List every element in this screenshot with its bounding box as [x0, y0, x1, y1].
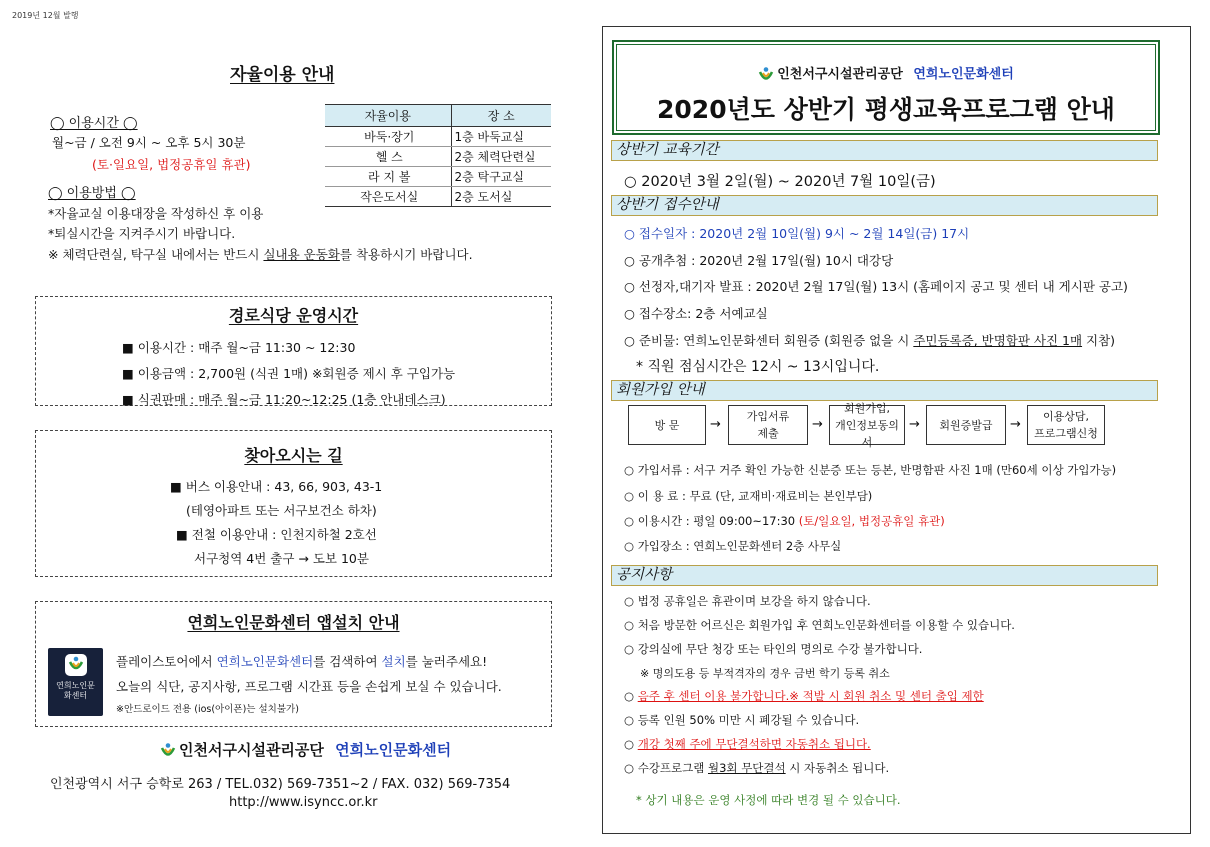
- section-period-heading: 상반기 교육기간: [611, 140, 1158, 161]
- footer-org: 인천서구시설관리공단: [179, 741, 324, 759]
- app-line-1-mid: 를 검색하여: [313, 654, 382, 669]
- header-org-line: [617, 63, 1155, 84]
- cafeteria-title: 경로식당 운영시간: [228, 306, 359, 325]
- self-use-table: [325, 104, 551, 207]
- table-cell: 2층 도서실: [451, 187, 551, 207]
- footer-address: 인천광역시 서구 승학로 263 / TEL.032) 569-7351~2 / FAX. 032) 569-7354: [50, 777, 511, 792]
- registration-announcement: ○ 선정자,대기자 발표 : 2020년 2월 17일(월) 13시 (홈페이지 공고 및 센터 내 게시판 공고): [624, 279, 1128, 294]
- app-line-1-pre: 플레이스토어에서: [116, 654, 217, 669]
- flow-arrow: →: [909, 417, 920, 432]
- header-center: 연희노인문화센터: [913, 67, 1014, 82]
- app-line-1-post: 를 눌러주세요!: [405, 654, 488, 669]
- flow-step-visit: [628, 405, 706, 445]
- app-icon-label-1: 연희노인문: [56, 681, 95, 690]
- table-row: [325, 167, 551, 187]
- membership-hours-closed: (토/일요일, 법정공휴일 휴관): [798, 514, 945, 528]
- method-heading: ◯ 이용방법 ◯: [48, 186, 136, 201]
- notice-3: ○ 강의실에 무단 청강 또는 타인의 명의로 수강 불가합니다.: [624, 642, 923, 656]
- flow-step-documents: [728, 405, 808, 445]
- cafeteria-box: [35, 296, 552, 406]
- cafeteria-line-3: ■ 식권판매 : 매주 월~금 11:20~12:25 (1층 안내데스크): [122, 392, 446, 407]
- cafeteria-line-2: ■ 이용금액 : 2,700원 (식권 1매) ※회원증 제시 후 구입가능: [122, 366, 456, 381]
- directions-line-1: ■ 버스 이용안내 : 43, 66, 903, 43-1: [170, 479, 383, 494]
- notice-8-underlined: 월3회 무단결석: [708, 761, 786, 775]
- method-line-1: *자율교실 이용대장을 작성하신 후 이용: [48, 206, 264, 221]
- membership-place: ○ 가입장소 : 연희노인문화센터 2층 사무실: [624, 539, 842, 553]
- app-line-1: [116, 652, 487, 670]
- flow-step-label: 가입서류: [746, 410, 790, 423]
- registration-lottery: ○ 공개추첨 : 2020년 2월 17일(월) 10시 대강당: [624, 253, 894, 268]
- notice-8-pre: ○ 수강프로그램: [624, 761, 708, 775]
- shoe-notice-underlined: 실내용 운동화: [263, 247, 340, 262]
- notice-2: ○ 처음 방문한 어르신은 회원가입 후 연희노인문화센터를 이용할 수 있습니다.: [624, 618, 1015, 632]
- app-icon: [48, 648, 103, 716]
- notice-footnote: * 상기 내용은 운영 사정에 따라 변경 될 수 있습니다.: [636, 793, 901, 807]
- flow-step-consult: [1027, 405, 1105, 445]
- flow-step-label: 제출: [757, 427, 779, 440]
- notice-5-warning: 음주 후 센터 이용 불가합니다.※ 적발 시 회원 취소 및 센터 출입 제한: [637, 689, 984, 703]
- table-cell: 바둑·장기: [325, 127, 451, 147]
- table-cell: 2층 탁구교실: [451, 167, 551, 187]
- notice-4: ※ 명의도용 등 부적격자의 경우 금번 학기 등록 취소: [640, 667, 890, 680]
- cafeteria-line-1: ■ 이용시간 : 매주 월~금 11:30 ~ 12:30: [122, 340, 356, 355]
- app-install-title: 연희노인문화센터 앱설치 안내: [187, 613, 400, 632]
- notice-8: [624, 760, 889, 776]
- directions-line-2: (테영아파트 또는 서구보건소 하차): [186, 503, 377, 518]
- table-header: 자율이용: [325, 105, 451, 127]
- table-cell: 2층 체력단련실: [451, 147, 551, 167]
- hours-heading: ◯ 이용시간 ◯: [50, 116, 138, 131]
- table-row: [325, 127, 551, 147]
- registration-items-pre: ○ 준비물: 연희노인문화센터 회원증 (회원증 없을 시: [624, 333, 914, 348]
- registration-place: ○ 접수장소: 2층 서예교실: [624, 306, 768, 321]
- table-cell: 라 지 볼: [325, 167, 451, 187]
- program-title: 2020년도 상반기 평생교육프로그램 안내: [657, 95, 1115, 124]
- flow-step-label: 회원증발급: [939, 418, 993, 432]
- table-row: [325, 187, 551, 207]
- table-header-row: [325, 105, 551, 127]
- membership-hours: [624, 513, 945, 529]
- footer-url[interactable]: http://www.isyncc.or.kr: [229, 795, 378, 810]
- notice-1: ○ 법정 공휴일은 휴관이며 보강을 하지 않습니다.: [624, 594, 871, 608]
- shoe-notice-post: 를 착용하시기 바랍니다.: [339, 247, 473, 262]
- flow-arrow: →: [812, 417, 823, 432]
- membership-hours-pre: ○ 이용시간 : 평일 09:00~17:30: [624, 514, 799, 528]
- notice-6: ○ 등록 인원 50% 미만 시 폐강될 수 있습니다.: [624, 713, 860, 727]
- publication-date: 2019년 12월 발행: [12, 11, 79, 20]
- center-logo-icon: [160, 742, 176, 760]
- program-header: [613, 41, 1159, 134]
- directions-title: 찾아오시는 길: [244, 446, 343, 465]
- section-notices-heading: 공지사항: [611, 565, 1158, 586]
- app-line-3: ※안드로이드 전용 (ios(아이폰)는 설치불가): [116, 704, 299, 715]
- directions-line-4: 서구청역 4번 출구 → 도보 10분: [194, 551, 369, 566]
- notice-8-post: 시 자동취소 됩니다.: [785, 761, 890, 775]
- closed-days: (토·일요일, 법정공휴일 휴관): [92, 157, 251, 172]
- shoe-notice: [48, 245, 473, 263]
- table-cell: 헬 스: [325, 147, 451, 167]
- app-search-term: 연희노인문화센터: [216, 654, 314, 669]
- staff-lunch-note: * 직원 점심시간은 12시 ~ 13시입니다.: [636, 359, 880, 375]
- membership-fee: ○ 이 용 료 : 무료 (단, 교재비·재료비는 본인부담): [624, 489, 873, 503]
- registration-items: [624, 331, 1115, 349]
- flow-arrow: →: [1010, 417, 1021, 432]
- registration-items-post: 지참): [1082, 333, 1116, 348]
- shoe-notice-pre: ※ 체력단련실, 탁구실 내에서는 반드시: [48, 247, 264, 262]
- app-icon-label-2: 화센터: [63, 691, 88, 700]
- registration-date: ○ 접수일자 : 2020년 2월 10일(월) 9시 ~ 2월 14일(금) 17시: [624, 226, 970, 241]
- table-cell: 작은도서실: [325, 187, 451, 207]
- directions-line-3: ■ 전철 이용안내 : 인천지하철 2호선: [176, 527, 377, 542]
- app-install-word: 설치: [381, 654, 406, 669]
- period-text: ○ 2020년 3월 2일(월) ~ 2020년 7월 10일(금): [624, 174, 936, 190]
- flow-step-signup: [829, 401, 905, 449]
- notice-5-bullet: ○: [624, 689, 638, 703]
- registration-items-underlined: 주민등록증, 반명함판 사진 1매: [913, 333, 1083, 348]
- method-line-2: *퇴실시간을 지켜주시기 바랍니다.: [48, 226, 236, 241]
- center-logo-icon: [65, 654, 87, 676]
- footer-logo: [160, 739, 451, 760]
- flow-step-label: 방 문: [654, 418, 680, 432]
- notice-7: [624, 736, 871, 752]
- table-cell: 1층 바둑교실: [451, 127, 551, 147]
- self-use-title: 자율이용 안내: [230, 65, 335, 85]
- notice-5: [624, 688, 984, 704]
- table-header: 장 소: [451, 105, 551, 127]
- header-org: 인천서구시설관리공단: [777, 67, 903, 82]
- flow-step-label: 이용상담,: [1042, 410, 1089, 423]
- notice-7-warning: 개강 첫째 주에 무단결석하면 자동취소 됩니다.: [637, 737, 871, 751]
- flow-arrow: →: [710, 417, 721, 432]
- membership-docs: ○ 가입서류 : 서구 거주 확인 가능한 신분증 또는 등본, 반명함판 사진 1매 (만60세 이상 가입가능): [624, 463, 1117, 477]
- flow-step-label: 개인정보동의서: [835, 418, 899, 449]
- footer-center: 연희노인문화센터: [335, 741, 452, 759]
- table-row: [325, 147, 551, 167]
- flow-step-label: 프로그램신청: [1034, 427, 1098, 440]
- directions-box: [35, 430, 552, 577]
- center-logo-icon: [758, 66, 774, 84]
- hours-text: 월~금 / 오전 9시 ~ 오후 5시 30분: [52, 135, 246, 150]
- flow-step-label: 회원가입,: [843, 401, 890, 415]
- section-registration-heading: 상반기 접수안내: [611, 195, 1158, 216]
- flow-step-card: [926, 405, 1006, 445]
- app-line-2: 오늘의 식단, 공지사항, 프로그램 시간표 등을 손쉽게 보실 수 있습니다.: [116, 679, 502, 694]
- notice-7-bullet: ○: [624, 737, 638, 751]
- section-membership-heading: 회원가입 안내: [611, 380, 1158, 401]
